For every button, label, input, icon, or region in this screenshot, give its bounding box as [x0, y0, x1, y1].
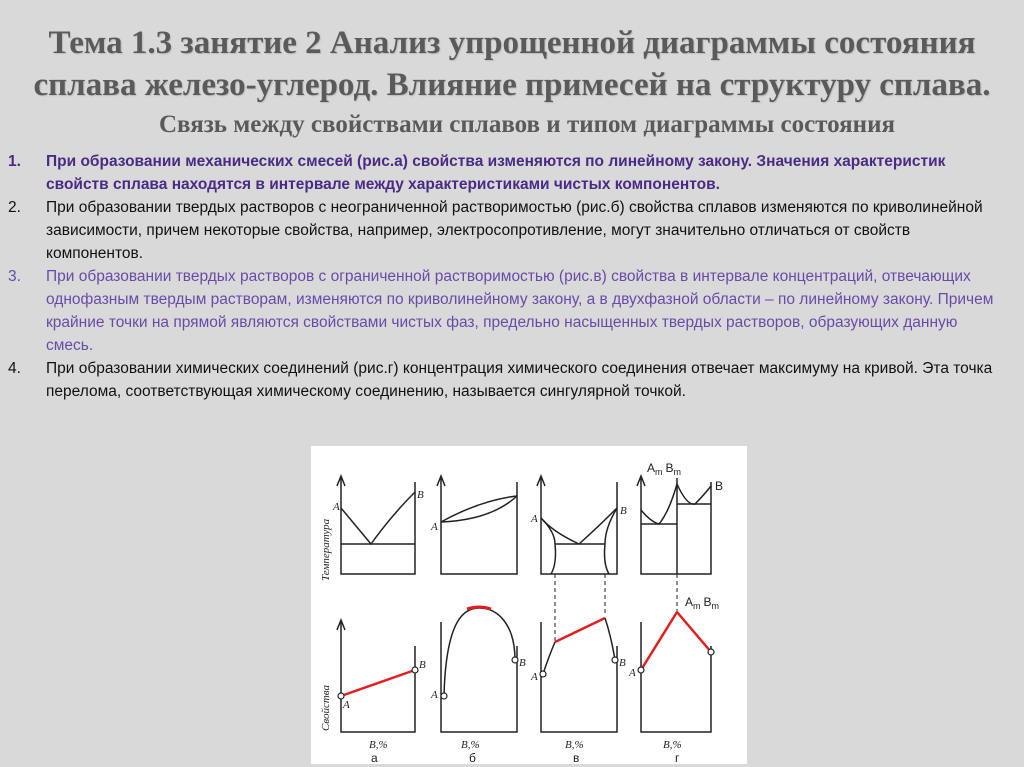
list-text: При образовании твердых растворов с неограниченной растворимостью (рис.б) свойства сплавов изменяются по криволинейной зависимости, причем некоторые свойства, например, электросопротивление, могут значительно отличаться от свойств компонентов. [46, 199, 983, 262]
panel-g-point-b [708, 649, 714, 655]
panel-v-curve-right [605, 618, 615, 660]
panel-g-liquidus-left [641, 484, 677, 524]
y-label-properties: Свойства [320, 685, 332, 731]
y-label-temperature: Температура [320, 518, 332, 581]
panel-g-point-a [638, 667, 644, 673]
panel-g-property-line-left [641, 612, 677, 670]
panel-v-label-a-top: A [531, 513, 538, 525]
panel-v-letter: в [573, 751, 580, 764]
panel-a-top-axes [341, 478, 415, 574]
phase-diagrams-svg [311, 446, 747, 764]
panel-v-property-line [555, 618, 605, 642]
panel-b-top-axes [441, 478, 517, 574]
panel-b-property-curve [444, 608, 515, 696]
panel-v-label-a-bottom: A [531, 671, 538, 683]
panel-g-liquidus-right [677, 484, 711, 504]
panel-a-label-a-bottom: A [343, 699, 350, 711]
phase-diagram-figure [311, 446, 747, 764]
panel-v-label-b-top: B [620, 505, 627, 517]
panel-v-point-b [612, 657, 618, 663]
list-text: При образовании твердых растворов с ограниченной растворимостью (рис.в) свойства в интервале концентраций, отвечающих однофазным твердым растворам, изменяются по криволинейному закону, а в двухфазной области – по линейному закону. Причем крайние точки на прямой являются свойствами чистых фаз, предельно насыщенных твердых растворов, образующих данную смесь. [46, 268, 994, 354]
panel-v-point-a [540, 671, 546, 677]
panel-b-bottom-axes [441, 622, 517, 732]
panel-a-bottom-axes [341, 622, 415, 732]
panel-g-label-b-top: B [715, 479, 724, 493]
panel-g-compound-label-bottom: $A_m$ $B_m$ [685, 595, 720, 611]
panel-v-bottom-axes [541, 622, 617, 732]
panel-v-label-b-bottom: B [619, 657, 626, 669]
slide-subtitle: Связь между свойствами сплавов и типом диаграммы состояния [159, 111, 895, 138]
panel-v [530, 476, 627, 764]
panel-a-x-label: B,% [369, 739, 388, 751]
title-line-2: сплава железо-углерод. Влияние примесей на структуру сплава. [33, 67, 991, 103]
list-text: При образовании химических соединений (рис.г) концентрация химического соединения отвечает максимуму на кривой. Эта точка перелома, соответствующая химическому соединению, называется сингулярной точкой. [46, 360, 993, 400]
panel-a-liquidus [341, 492, 415, 544]
panel-g-property-line-right [677, 612, 711, 652]
panel-b-label-a-bottom: A [431, 689, 438, 701]
panel-g-label-a-bottom: A [629, 667, 636, 679]
panel-a [332, 476, 426, 764]
panel-b-liquidus [441, 496, 517, 522]
panel-g-top-axes [641, 478, 711, 574]
list-item [8, 150, 1008, 196]
panel-b-point-b [512, 657, 518, 663]
list-number: 4. [8, 360, 21, 377]
panel-b-x-label: B,% [461, 739, 480, 751]
panel-v-top-axes [541, 478, 617, 574]
panel-a-point-b [412, 667, 418, 673]
panel-a-property-line [341, 670, 415, 696]
slide-title [0, 22, 1024, 106]
panel-b [430, 476, 526, 764]
panel-a-label-b-bottom: B [419, 659, 426, 671]
panel-g-compound-label-top: $A_m$ $B_m$ [647, 461, 682, 477]
list-number: 1. [8, 153, 21, 170]
list-number: 3. [8, 268, 21, 285]
panel-v-x-label: B,% [565, 739, 584, 751]
list-item [8, 357, 1008, 403]
list-item [8, 196, 1008, 265]
panel-v-curve-left [543, 642, 555, 674]
panel-b-label-b-bottom: B [519, 657, 526, 669]
panel-g-x-label: B,% [663, 739, 682, 751]
panel-b-solidus [441, 496, 517, 522]
title-line-1: Тема 1.3 занятие 2 Анализ упрощенной диаграммы состояния [48, 25, 976, 61]
panel-g [628, 461, 723, 764]
panel-b-label-a-top: A [431, 521, 438, 533]
panel-b-point-a [441, 693, 447, 699]
panel-a-label-b-top: B [417, 489, 424, 501]
panel-a-label-a-top: A [333, 501, 340, 513]
panel-g-letter: г [675, 751, 680, 764]
panel-b-letter: б [469, 751, 476, 764]
property-rules-list [8, 150, 1008, 403]
list-text: При образовании механических смесей (рис.а) свойства изменяются по линейному закону. Значения характеристик свойств сплава находятся в интервале между характеристиками чистых компонентов. [46, 153, 946, 193]
panel-a-letter: а [371, 751, 378, 764]
panel-v-solvus-left [541, 518, 556, 574]
list-number: 2. [8, 199, 21, 216]
list-item [8, 265, 1008, 357]
